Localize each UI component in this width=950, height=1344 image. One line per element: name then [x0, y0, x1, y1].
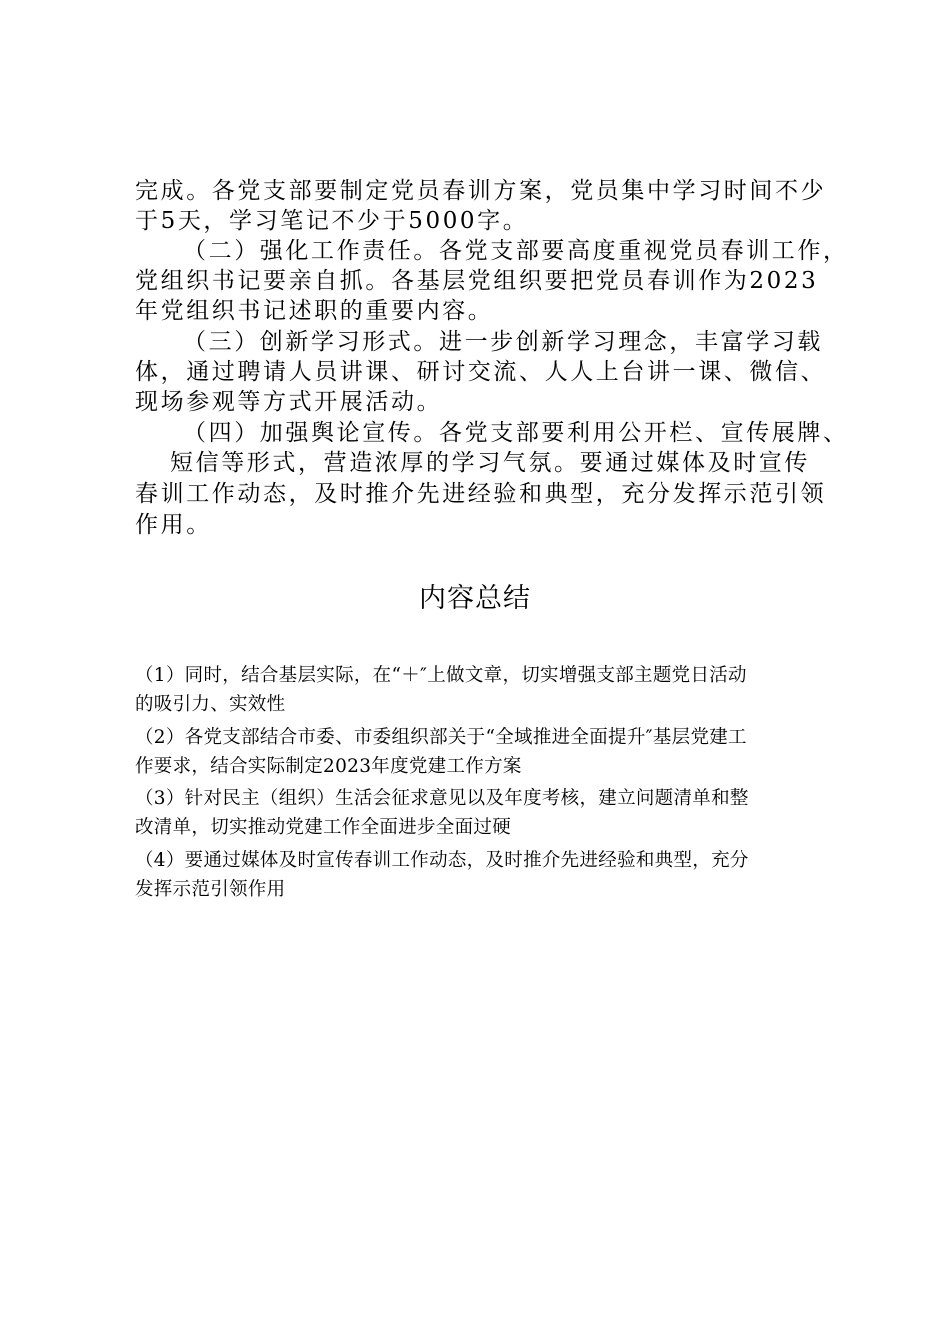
body-line: 春训工作动态，及时推介先进经验和典型，充分发挥示范引领 — [135, 481, 827, 507]
body-line: 党组织书记要亲自抓。各基层党组织要把党员春训作为2023 — [135, 268, 819, 294]
body-line: 年党组织书记述职的重要内容。 — [135, 298, 494, 324]
summary-title: 内容总结 — [419, 583, 531, 614]
body-line: 于5天，学习笔记不少于5000字。 — [135, 208, 529, 234]
summary-line: 改清单，切实推动党建工作全面进步全面过硬 — [135, 817, 512, 838]
body-line: 作用。 — [135, 512, 212, 538]
summary-line: （1）同时，结合基层实际，在“＋″上做文章，切实增强支部主题党日活动 — [135, 665, 747, 686]
summary-line: （2）各党支部结合市委、市委组织部关于“全域推进全面提升″基层党建工 — [135, 727, 747, 748]
body-line: 短信等形式，营造浓厚的学习气氛。要通过媒体及时宣传 — [170, 450, 810, 476]
body-line: 现场参观等方式开展活动。 — [135, 389, 443, 415]
body-line: （二）强化工作责任。各党支部要高度重视党员春训工作， — [183, 238, 849, 264]
body-line: （三）创新学习形式。进一步创新学习理念，丰富学习载 — [183, 329, 823, 355]
summary-line: 发挥示范引领作用 — [135, 879, 286, 900]
body-line: 完成。各党支部要制定党员春训方案，党员集中学习时间不少 — [135, 178, 827, 204]
summary-line: （3）针对民主（组织）生活会征求意见以及年度考核，建立问题清单和整 — [135, 788, 749, 809]
summary-line: 作要求，结合实际制定2023年度党建工作方案 — [135, 756, 522, 777]
body-line: 体，通过聘请人员讲课、研讨交流、人人上台讲一课、微信、 — [135, 359, 827, 385]
summary-line: 的吸引力、实效性 — [135, 694, 286, 715]
body-line: （四）加强舆论宣传。各党支部要利用公开栏、宣传展牌、 — [183, 420, 849, 446]
summary-line: （4）要通过媒体及时宣传春训工作动态，及时推介先进经验和典型，充分 — [135, 850, 749, 871]
